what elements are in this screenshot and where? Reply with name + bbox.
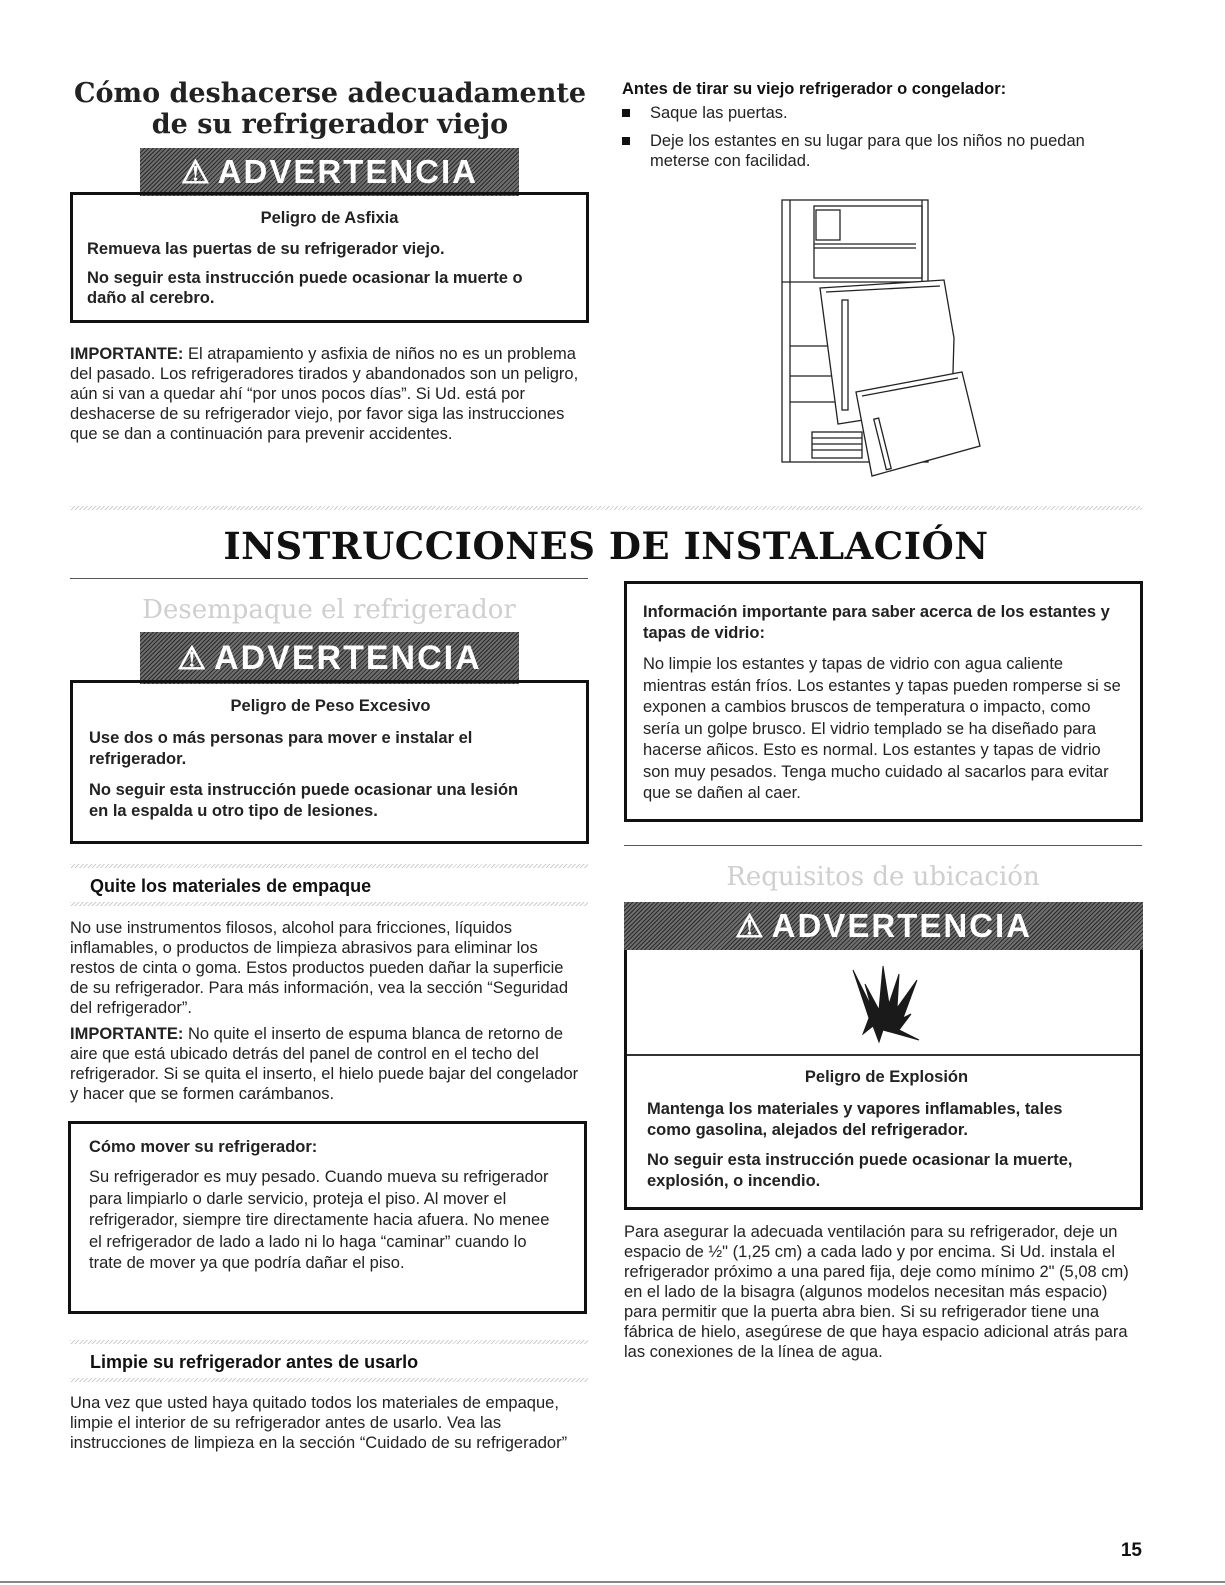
- glass-info-box: [624, 581, 1143, 822]
- moving-box: [68, 1121, 587, 1314]
- before-discard-list: [622, 103, 1142, 171]
- warning-line2: No seguir esta instrucción puede ocasionar la muerte o daño al cerebro.: [87, 269, 523, 307]
- list-item: [622, 131, 1142, 171]
- divider-rule: [70, 506, 1142, 510]
- clean-text: Una vez que usted haya quitado todos los materiales de empaque, limpie el interior de su refrigerador antes de usarlo. Vea las instrucciones de limpieza en la sección “Cuidado de su refrigerador”: [70, 1394, 568, 1452]
- warning-hazard: Peligro de Peso Excesivo: [230, 697, 431, 715]
- glass-heading: Información importante para saber acerca de los estantes y tapas de vidrio:: [643, 603, 1110, 642]
- location-section-title: Requisitos de ubicación: [726, 862, 1040, 892]
- clean-heading: Limpie su refrigerador antes de usarlo: [90, 1352, 419, 1372]
- before-discard-heading: Antes de tirar su viejo refrigerador o congelador:: [622, 80, 1007, 98]
- warning-banner-label: ADVERTENCIA: [771, 907, 1033, 944]
- warning-hazard: Peligro de Explosión: [804, 1068, 969, 1086]
- divider-rule: [70, 902, 588, 906]
- divider-line: [70, 578, 588, 579]
- warning-hazard: Peligro de Asfixia: [260, 209, 399, 227]
- warning-banner-label: ADVERTENCIA: [217, 153, 479, 190]
- warning-triangle-icon: ⚠: [734, 908, 766, 944]
- remove-packaging-heading: Quite los materiales de empaque: [90, 876, 372, 896]
- list-item-text: Deje los estantes en su lugar para que los niños no puedan meterse con facilidad.: [650, 132, 1085, 170]
- bullet-icon: [622, 109, 630, 117]
- warning-explosion: [624, 902, 1143, 1210]
- warning-line1: Mantenga los materiales y vapores inflamables, tales como gasolina, alejados del refrigerador.: [647, 1100, 1063, 1139]
- bullet-icon: [622, 137, 630, 145]
- location-text: Para asegurar la adecuada ventilación para su refrigerador, deje un espacio de ½" (1,25 cm) a cada lado y por encima. Si Ud. instala el refrigerador próximo a una pared fija, deje como mínimo 2" (5,08 cm) en el lado de la bisagra (algunos modelos necesitan más espacio) para permitir que la puerta abra bien. Si su refrigerador tiene una fábrica de hielo, asegúrese de que haya espacio adicional atrás para las conexiones de la línea de agua.: [624, 1223, 1129, 1361]
- warning-triangle-icon: ⚠: [177, 640, 209, 676]
- page-number: 15: [1120, 1540, 1142, 1561]
- list-item-text: Saque las puertas.: [650, 104, 788, 122]
- glass-text: No limpie los estantes y tapas de vidrio con agua caliente mientras están fríos. Los estantes y tapas pueden romperse si se exponen a cambios bruscos de temperatura o impacto, como sería un golpe brusco. El vidrio templado se ha diseñado para hacerse añicos. Esto es normal. Los estantes y tapas de vidrio son muy pesados. Tenga mucho cuidado al sacarlos para evitar que se dañen al caer.: [643, 655, 1121, 802]
- explosion-icon: [839, 960, 929, 1044]
- divider-rule: [70, 864, 588, 868]
- moving-text: Su refrigerador es muy pesado. Cuando mueva su refrigerador para limpiarlo o darle servicio, proteja el piso. Al mover el refrigerador, siempre tire directamente hacia afuera. No menee el refrigerador de lado a lado ni lo haga “caminar” cuando lo trate de mover ya que podría dañar el piso.: [89, 1168, 550, 1272]
- warning-line1: Remueva las puertas de su refrigerador viejo.: [87, 240, 445, 258]
- warning-banner: [140, 632, 519, 684]
- disposal-title: Cómo deshacerse adecuadamente de su refrigerador viejo: [74, 78, 586, 140]
- important-label: IMPORTANTE:: [70, 1025, 184, 1043]
- page-bottom-edge: [0, 1581, 1225, 1583]
- warning-banner: [140, 148, 519, 196]
- divider-line: [624, 845, 1142, 846]
- divider-rule: [70, 1378, 588, 1382]
- warning-asphyxia: [70, 148, 589, 323]
- important-text: No quite el inserto de espuma blanca de retorno de aire que está ubicado detrás del panel de control en el techo del refrigerador. Si se quita el inserto, el hielo puede bajar del congelador y hacer que se formen carámbanos.: [70, 1025, 579, 1103]
- explosion-panel: [627, 950, 1140, 1056]
- important-label: IMPORTANTE:: [70, 345, 184, 363]
- warning-line1: Use dos o más personas para mover e instalar el refrigerador.: [89, 729, 473, 768]
- moving-heading: Cómo mover su refrigerador:: [89, 1138, 318, 1156]
- warning-weight: [70, 632, 589, 844]
- remove-important-paragraph: [70, 1024, 586, 1104]
- refrigerator-doors-removed-illustration: [776, 196, 990, 482]
- remove-packaging-text: No use instrumentos filosos, alcohol para fricciones, líquidos inflamables, o productos de limpieza abrasivos para eliminar los restos de cinta o goma. Estos productos pueden dañar la superficie de su refrigerador. Para más información, vea la sección “Seguridad del refrigerador”.: [70, 919, 569, 1017]
- unpack-section-title: Desempaque el refrigerador: [142, 595, 516, 625]
- important-text: El atrapamiento y asfixia de niños no es un problema del pasado. Los refrigeradores tirados y abandonados son un peligro, aún si van a quedar ahí “por unos pocos días”. Si Ud. está por deshacerse de su refrigerador viejo, por favor siga las instrucciones que se dan a continuación para prevenir accidentes.: [70, 345, 579, 443]
- divider-rule: [70, 1340, 588, 1344]
- warning-triangle-icon: ⚠: [180, 154, 212, 190]
- list-item: [622, 103, 1142, 123]
- install-title: INSTRUCCIONES DE INSTALACIÓN: [223, 524, 989, 568]
- warning-line2: No seguir esta instrucción puede ocasionar la muerte, explosión, o incendio.: [647, 1151, 1073, 1190]
- warning-banner-label: ADVERTENCIA: [214, 638, 482, 677]
- warning-banner: [624, 902, 1143, 950]
- disposal-important-paragraph: [70, 344, 588, 444]
- warning-line2: No seguir esta instrucción puede ocasionar una lesión en la espalda u otro tipo de lesiones.: [89, 781, 519, 820]
